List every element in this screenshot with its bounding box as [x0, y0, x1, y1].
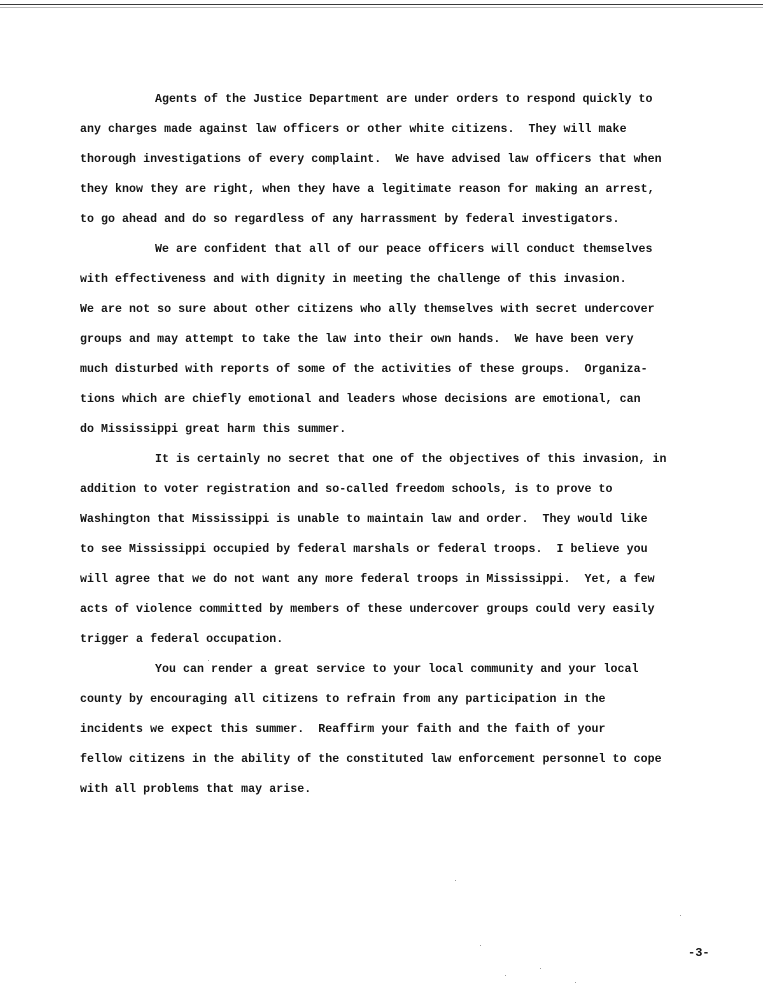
scan-speck [575, 982, 576, 983]
paragraph-2-line-1: We are confident that all of our peace officers will conduct themselves [155, 243, 653, 256]
paragraph-2-line-5: much disturbed with reports of some of the activities of these groups. Organiza- [80, 363, 648, 376]
paragraph-4-line-5: with all problems that may arise. [80, 783, 312, 796]
paragraph-3-line-5: will agree that we do not want any more federal troops in Mississippi. Yet, a few [80, 573, 655, 586]
scan-speck [540, 968, 541, 969]
paragraph-1-line-2: any charges made against law officers or other white citizens. They will make [80, 123, 627, 136]
paragraph-3-line-3: Washington that Mississippi is unable to maintain law and order. They would like [80, 513, 648, 526]
page-number: -3- [688, 946, 710, 960]
paragraph-2-line-6: tions which are chiefly emotional and leaders whose decisions are emotional, can [80, 393, 641, 406]
paragraph-4-line-3: incidents we expect this summer. Reaffirm your faith and the faith of your [80, 723, 606, 736]
scan-speck [680, 915, 681, 916]
paragraph-2-line-3: We are not so sure about other citizens who ally themselves with secret undercover [80, 303, 655, 316]
paragraph-4-line-1: You can render a great service to your local community and your local [155, 663, 639, 676]
scan-speck [505, 975, 506, 976]
paragraph-1-line-3: thorough investigations of every complaint. We have advised law officers that when [80, 153, 662, 166]
paragraph-1-line-1: Agents of the Justice Department are under orders to respond quickly to [155, 93, 653, 106]
paragraph-2-line-7: do Mississippi great harm this summer. [80, 423, 347, 436]
paragraph-2-line-2: with effectiveness and with dignity in meeting the challenge of this invasion. [80, 273, 627, 286]
paragraph-1-line-4: they know they are right, when they have a legitimate reason for making an arrest, [80, 183, 655, 196]
paragraph-3-line-1: It is certainly no secret that one of the objectives of this invasion, in [155, 453, 667, 466]
paragraph-2-line-4: groups and may attempt to take the law into their own hands. We have been very [80, 333, 634, 346]
paragraph-3-line-7: trigger a federal occupation. [80, 633, 284, 646]
scan-speck [455, 880, 456, 881]
paragraph-1-line-5: to go ahead and do so regardless of any harrassment by federal investigators. [80, 213, 620, 226]
scan-speck [208, 660, 209, 661]
paragraph-4-line-2: county by encouraging all citizens to refrain from any participation in the [80, 693, 606, 706]
paragraph-3-line-6: acts of violence committed by members of these undercover groups could very easily [80, 603, 655, 616]
paragraph-3-line-2: addition to voter registration and so-called freedom schools, is to prove to [80, 483, 613, 496]
paragraph-4-line-4: fellow citizens in the ability of the constituted law enforcement personnel to cope [80, 753, 662, 766]
scan-speck [480, 945, 481, 946]
paragraph-3-line-4: to see Mississippi occupied by federal marshals or federal troops. I believe you [80, 543, 648, 556]
